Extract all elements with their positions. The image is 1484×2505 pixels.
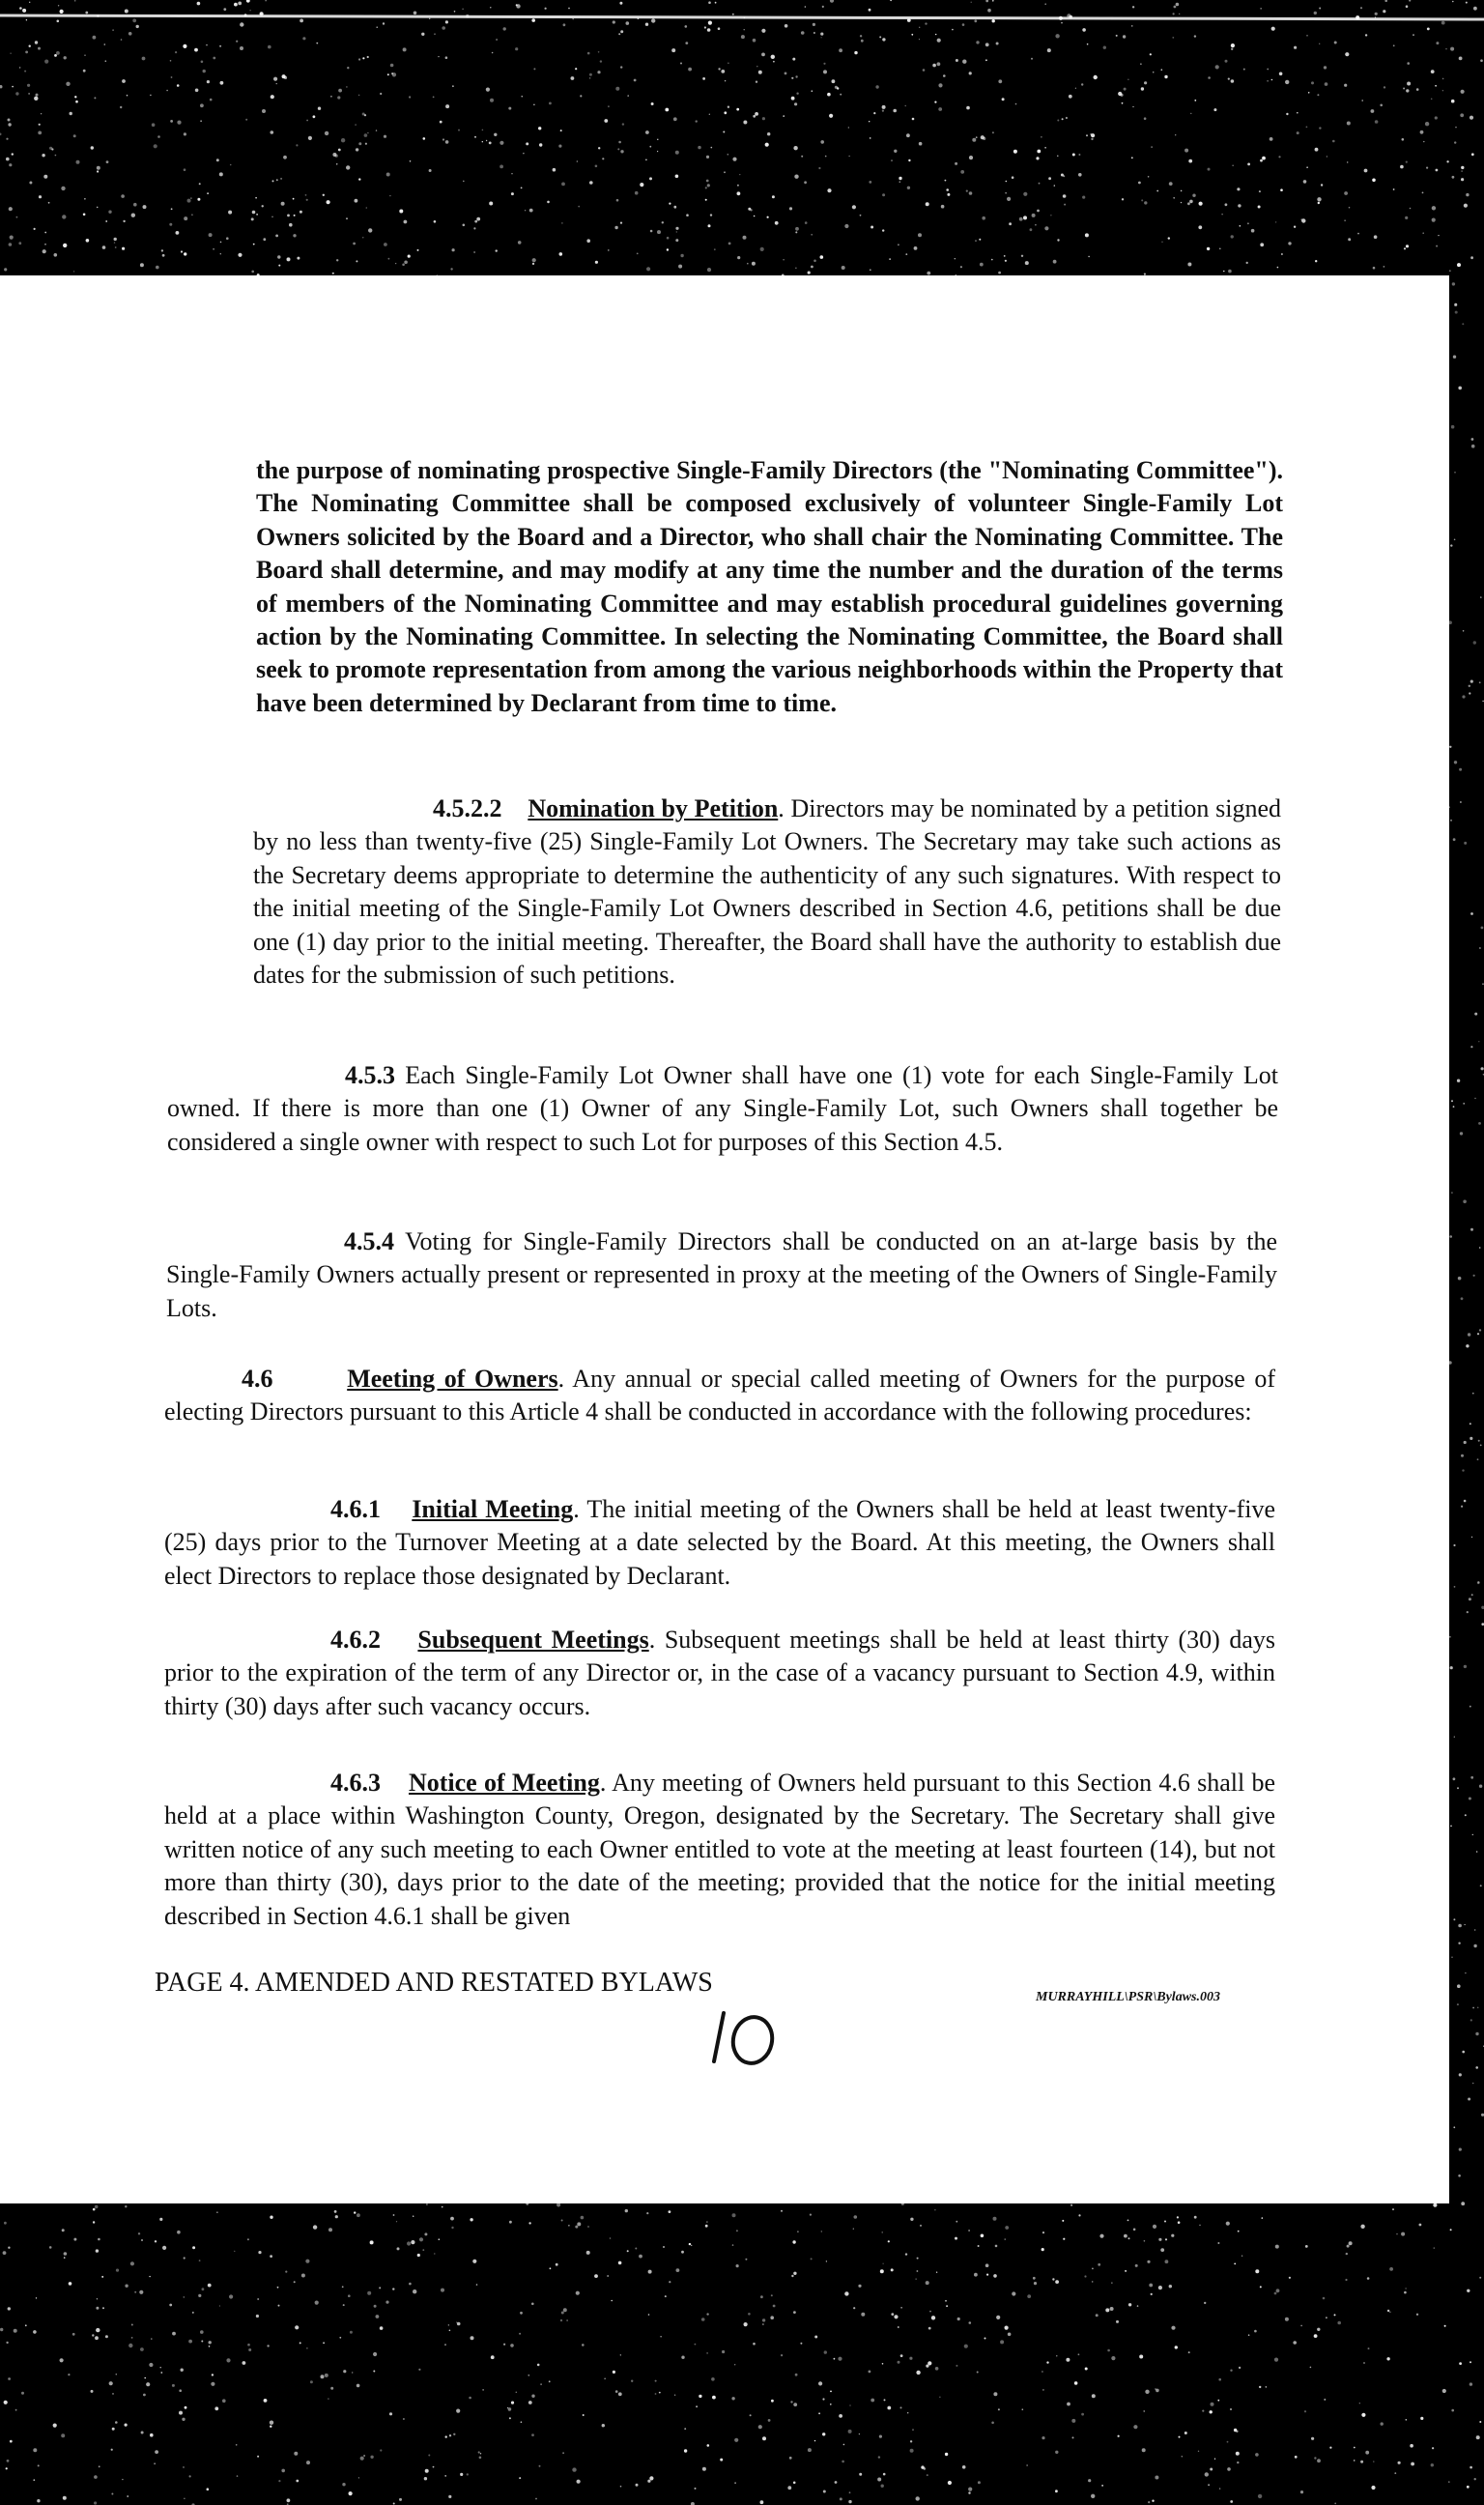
section-number: 4.5.3 xyxy=(345,1061,395,1089)
paragraph-notice-of-meeting: 4.6.3 Notice of Meeting. Any meeting of Owners held pursuant to this Section 4.6 shall be held at a place within Washington County, Oregon, designated by the Secretary. The Secretary shall give written notice of any such meeting to each Owner entitled to vote at the meeting at least fourteen (14), but not more than thirty (30), days prior to the date of the meeting; provided that the notice for the initial meeting described in Section 4.6.1 shall be given xyxy=(164,1769,1276,1930)
section-heading: Subsequent Meetings xyxy=(417,1626,649,1654)
section-heading: Notice of Meeting xyxy=(408,1769,600,1797)
section-number: 4.6.3 xyxy=(330,1769,381,1797)
paragraph-nomination-by-petition: 4.5.2.2 Nomination by Petition. Directors may be nominated by a petition signed by no less than twenty-five (25) Single-Family Lot Owners. The Secretary may take such actions as the Secretary deems appropriate to determine the authenticity of any such signatures. With respect to the initial meeting of the Single-Family Lot Owners described in Section 4.6, petitions shall be due one (1) day prior to the initial meeting. Thereafter, the Board shall have the authority to establish due dates for the submission of such petitions. xyxy=(253,794,1282,990)
section-number: 4.6 xyxy=(242,1365,273,1393)
section-heading: Meeting of Owners xyxy=(347,1365,558,1393)
page-footer-label: PAGE 4. AMENDED AND RESTATED BYLAWS xyxy=(155,1968,713,1998)
paragraph-4-5-3: 4.5.3 Each Single-Family Lot Owner shall have one (1) vote for each Single-Family Lot owned. If there is more than one (1) Owner of any Single-Family Lot, such Owners shall together be considered a single owner with respect to such Lot for purposes of this Section 4.5. xyxy=(167,1061,1278,1156)
footer-file-path: MURRAYHILL\PSR\Bylaws.003 xyxy=(1036,1990,1220,2004)
section-number: 4.5.4 xyxy=(344,1227,394,1255)
paragraph-initial-meeting: 4.6.1 Initial Meeting. The initial meeting of the Owners shall be held at least twenty-five (25) days prior to the Turnover Meeting at a date selected by the Board. At this meeting, the Owners shall elect Directors to replace those designated by Declarant. xyxy=(164,1495,1275,1590)
paragraph-meeting-of-owners: 4.6 Meeting of Owners. Any annual or special called meeting of Owners for the purpose of electing Directors pursuant to this Article 4 shall be conducted in accordance with the following procedures: xyxy=(164,1365,1276,1426)
section-number: 4.5.2.2 xyxy=(433,794,502,822)
paragraph-nominating-committee: the purpose of nominating prospective Single-Family Directors (the "Nominating Committee"). The Nominating Committee shall be composed exclusively of volunteer Single-Family Lot Owners solicited by the Board and a Director, who shall chair the Nominating Committee. The Board shall determine, and may modify at any time the number and the duration of the terms of members of the Nominating Committee and may establish procedural guidelines governing action by the Nominating Committee. In selecting the Nominating Committee, the Board shall seek to promote representation from among the various neighborhoods within the Property that have been determined by Declarant from time to time. xyxy=(256,456,1283,717)
section-number: 4.6.1 xyxy=(330,1495,381,1523)
section-number: 4.6.2 xyxy=(330,1626,381,1654)
handwritten-page-number xyxy=(710,2005,787,2073)
paragraph-subsequent-meetings: 4.6.2 Subsequent Meetings. Subsequent meetings shall be held at least thirty (30) days prior to the expiration of the term of any Director or, in the case of a vacancy pursuant to Section 4.9, within thirty (30) days after such vacancy occurs. xyxy=(164,1626,1276,1720)
section-heading: Initial Meeting xyxy=(412,1495,574,1523)
section-heading: Nomination by Petition xyxy=(528,794,779,822)
paragraph-4-5-4: 4.5.4 Voting for Single-Family Directors shall be conducted on an at-large basis by the Single-Family Owners actually present or represented in proxy at the meeting of the Owners of Single-Family Lots. xyxy=(166,1227,1277,1322)
